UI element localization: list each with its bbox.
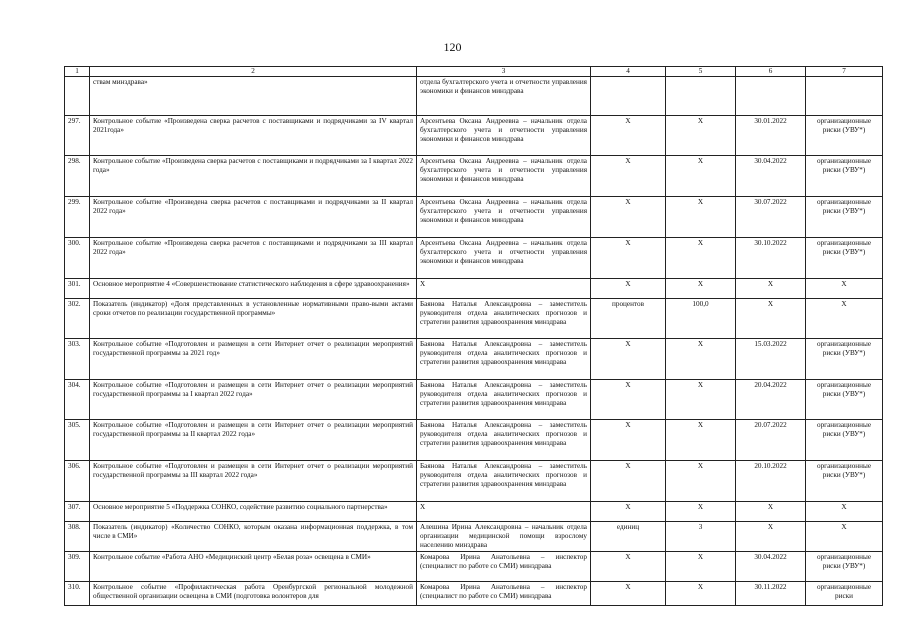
row-number-cell: 301.	[65, 279, 90, 299]
table-row	[65, 502, 883, 522]
table-row	[65, 380, 883, 420]
risk-cell: организационные риски (УВУ*)	[806, 238, 883, 279]
page-number: 120	[443, 40, 462, 54]
value-cell: X	[666, 502, 736, 522]
unit-cell: процентов	[591, 299, 666, 339]
table-row	[65, 116, 883, 156]
row-number-cell: 309.	[65, 552, 90, 582]
value-cell: X	[666, 461, 736, 502]
date-cell: 30.01.2022	[736, 116, 806, 156]
responsible-person-cell: Баянова Наталья Александровна – заместитель руководителя отдела аналитических прогнозов и стратегии развития здравоохранения минздрава	[417, 339, 591, 380]
risk-cell: X	[806, 279, 883, 299]
event-name-cell: Основное мероприятие 5 «Поддержка СОНКО, содействие развитию социального партнерства»	[90, 502, 417, 522]
date-cell: 30.04.2022	[736, 552, 806, 582]
risk-cell: организационные риски	[806, 582, 883, 606]
table-row	[65, 582, 883, 606]
row-number-cell: 310.	[65, 582, 90, 606]
row-number-cell: 300.	[65, 238, 90, 279]
date-cell: 15.03.2022	[736, 339, 806, 380]
value-cell: X	[666, 279, 736, 299]
event-name-cell: Основное мероприятие 4 «Совершенствование статистического наблюдения в сфере здравоохранения»	[90, 279, 417, 299]
table-row	[65, 156, 883, 197]
value-cell: X	[666, 582, 736, 606]
value-cell: X	[666, 552, 736, 582]
row-number-cell: 297.	[65, 116, 90, 156]
column-number: 4	[591, 67, 666, 77]
date-cell: 20.07.2022	[736, 420, 806, 461]
unit-cell: X	[591, 420, 666, 461]
column-number: 2	[90, 67, 417, 77]
unit-cell: X	[591, 502, 666, 522]
table-row	[65, 339, 883, 380]
row-number-cell: 308.	[65, 522, 90, 552]
program-table	[64, 66, 883, 606]
risk-cell: X	[806, 502, 883, 522]
responsible-person-cell: Комарова Ирина Анатольевна – инспектор (специалист по работе со СМИ) минздрава	[417, 552, 591, 582]
responsible-person-cell: Арсентьева Оксана Андреевна – начальник отдела бухгалтерского учета и отчетности управления экономики и финансов минздрава	[417, 116, 591, 156]
date-cell: 20.04.2022	[736, 380, 806, 420]
row-number-cell: 298.	[65, 156, 90, 197]
event-name-cell: Показатель (индикатор) «Доля представленных в установленные нормативными право-выми актами сроки отчетов по реализации государственной программы»	[90, 299, 417, 339]
event-name-cell: Контрольное событие «Подготовлен и размещен в сети Интернет отчет о реализации мероприятий государственной программы за II квартал 2022 года»	[90, 420, 417, 461]
table-row	[65, 461, 883, 502]
unit-cell: X	[591, 279, 666, 299]
value-cell: X	[666, 380, 736, 420]
risk-cell: организационные риски (УВУ*)	[806, 156, 883, 197]
risk-cell: организационные риски (УВУ*)	[806, 339, 883, 380]
date-cell: X	[736, 299, 806, 339]
column-number: 3	[417, 67, 591, 77]
row-number-cell: 307.	[65, 502, 90, 522]
responsible-person-cell: Баянова Наталья Александровна – заместитель руководителя отдела аналитических прогнозов и стратегии развития здравоохранения минздрава	[417, 380, 591, 420]
row-number-cell: 302.	[65, 299, 90, 339]
date-cell: 30.10.2022	[736, 238, 806, 279]
unit-cell: X	[591, 380, 666, 420]
table-row	[65, 420, 883, 461]
unit-cell: X	[591, 197, 666, 238]
risk-cell: организационные риски (УВУ*)	[806, 552, 883, 582]
risk-cell: организационные риски (УВУ*)	[806, 420, 883, 461]
risk-cell: организационные риски (УВУ*)	[806, 380, 883, 420]
value-cell: X	[666, 197, 736, 238]
date-cell	[736, 77, 806, 116]
event-name-cell: Контрольное событие «Профилактическая работа Оренбургской региональной молодежной общественной организации освещена в СМИ (подготовка волонтеров для	[90, 582, 417, 606]
value-cell: 100,0	[666, 299, 736, 339]
risk-cell: X	[806, 522, 883, 552]
responsible-person-cell: Арсентьева Оксана Андреевна – начальник отдела бухгалтерского учета и отчетности управления экономики и финансов минздрава	[417, 156, 591, 197]
column-number-row	[65, 67, 883, 77]
risk-cell	[806, 77, 883, 116]
unit-cell: X	[591, 461, 666, 502]
responsible-person-cell: Баянова Наталья Александровна – заместитель руководителя отдела аналитических прогнозов и стратегии развития здравоохранения минздрава	[417, 461, 591, 502]
date-cell: 20.10.2022	[736, 461, 806, 502]
responsible-person-cell: Арсентьева Оксана Андреевна – начальник отдела бухгалтерского учета и отчетности управления экономики и финансов минздрава	[417, 238, 591, 279]
value-cell	[666, 77, 736, 116]
event-name-cell: Контрольное событие «Произведена сверка расчетов с поставщиками и подрядчиками за I квартал 2022 года»	[90, 156, 417, 197]
event-name-cell: Показатель (индикатор) «Количество СОНКО, которым оказана информационная поддержка, в том числе в СМИ»	[90, 522, 417, 552]
date-cell: 30.04.2022	[736, 156, 806, 197]
event-name-cell: Контрольное событие «Подготовлен и размещен в сети Интернет отчет о реализации мероприятий государственной программы за I квартал 2022 года»	[90, 380, 417, 420]
event-name-cell: Контрольное событие «Подготовлен и размещен в сети Интернет отчет о реализации мероприятий государственной программы за 2021 год»	[90, 339, 417, 380]
date-cell: 30.07.2022	[736, 197, 806, 238]
value-cell: X	[666, 420, 736, 461]
risk-cell: X	[806, 299, 883, 339]
responsible-person-cell: Арсентьева Оксана Андреевна – начальник отдела бухгалтерского учета и отчетности управления экономики и финансов минздрава	[417, 197, 591, 238]
risk-cell: организационные риски (УВУ*)	[806, 197, 883, 238]
value-cell: X	[666, 116, 736, 156]
unit-cell: X	[591, 582, 666, 606]
event-name-cell: ствам минздрава»	[90, 77, 417, 116]
risk-cell: организационные риски (УВУ*)	[806, 116, 883, 156]
table-row	[65, 77, 883, 116]
date-cell: X	[736, 502, 806, 522]
event-name-cell: Контрольное событие «Работа АНО «Медицинский центр «Белая роза» освещена в СМИ»	[90, 552, 417, 582]
event-name-cell: Контрольное событие «Произведена сверка расчетов с поставщиками и подрядчиками за II квартал 2022 года»	[90, 197, 417, 238]
row-number-cell: 299.	[65, 197, 90, 238]
responsible-person-cell: Комарова Ирина Анатольевна – инспектор (специалист по работе со СМИ) минздрава	[417, 582, 591, 606]
unit-cell: X	[591, 116, 666, 156]
unit-cell: X	[591, 156, 666, 197]
unit-cell: X	[591, 238, 666, 279]
row-number-cell	[65, 77, 90, 116]
responsible-person-cell: Баянова Наталья Александровна – заместитель руководителя отдела аналитических прогнозов и стратегии развития здравоохранения минздрава	[417, 299, 591, 339]
row-number-cell: 304.	[65, 380, 90, 420]
unit-cell: X	[591, 339, 666, 380]
column-number: 6	[736, 67, 806, 77]
column-number: 1	[65, 67, 90, 77]
column-number: 5	[666, 67, 736, 77]
unit-cell: единиц	[591, 522, 666, 552]
responsible-person-cell: Баянова Наталья Александровна – заместитель руководителя отдела аналитических прогнозов и стратегии развития здравоохранения минздрава	[417, 420, 591, 461]
row-number-cell: 303.	[65, 339, 90, 380]
responsible-person-cell: Алешина Ирина Александровна – начальник отдела организации медицинской помощи взрослому населению минздрава	[417, 522, 591, 552]
unit-cell	[591, 77, 666, 116]
event-name-cell: Контрольное событие «Произведена сверка расчетов с поставщиками и подрядчиками за III квартал 2022 года»	[90, 238, 417, 279]
table-row	[65, 197, 883, 238]
value-cell: X	[666, 238, 736, 279]
value-cell: X	[666, 339, 736, 380]
table-row	[65, 299, 883, 339]
responsible-person-cell: X	[417, 502, 591, 522]
date-cell: X	[736, 279, 806, 299]
risk-cell: организационные риски (УВУ*)	[806, 461, 883, 502]
table-row	[65, 279, 883, 299]
unit-cell: X	[591, 552, 666, 582]
row-number-cell: 305.	[65, 420, 90, 461]
table-row	[65, 552, 883, 582]
value-cell: X	[666, 156, 736, 197]
row-number-cell: 306.	[65, 461, 90, 502]
event-name-cell: Контрольное событие «Подготовлен и размещен в сети Интернет отчет о реализации мероприятий государственной программы за III квартал 2022 года»	[90, 461, 417, 502]
event-name-cell: Контрольное событие «Произведена сверка расчетов с поставщиками и подрядчиками за IV квартал 2021года»	[90, 116, 417, 156]
column-number: 7	[806, 67, 883, 77]
date-cell: X	[736, 522, 806, 552]
value-cell: 3	[666, 522, 736, 552]
table-row	[65, 522, 883, 552]
responsible-person-cell: отдела бухгалтерского учета и отчетности управления экономики и финансов минздрава	[417, 77, 591, 116]
date-cell: 30.11.2022	[736, 582, 806, 606]
responsible-person-cell: X	[417, 279, 591, 299]
table-row	[65, 238, 883, 279]
